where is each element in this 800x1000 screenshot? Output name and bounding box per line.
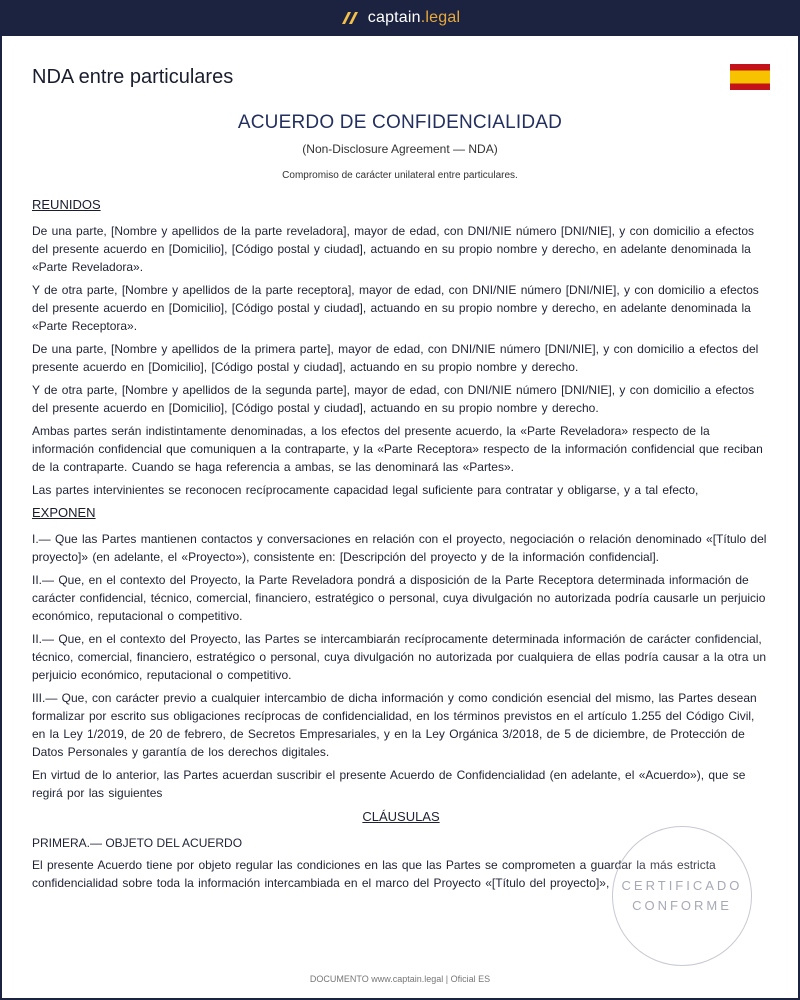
- document-footer: DOCUMENTO www.captain.legal | Oficial ES: [309, 974, 491, 984]
- top-bar: [0, 0, 800, 36]
- brand-name: captain: [367, 9, 421, 26]
- paragraph: Y de otra parte, [Nombre y apellidos de la segunda parte], mayor de edad, con DNI/NIE número [DNI/NIE], y con domicilio a efectos del presente acuerdo en [Domicilio], [Código postal y ciudad], actuando en su propio nombre y derecho.: [32, 383, 755, 415]
- document-body: [32, 196, 770, 897]
- document-subtitle: (Non-Disclosure Agreement — NDA): [302, 142, 498, 156]
- paragraph: De una parte, [Nombre y apellidos de la primera parte], mayor de edad, con DNI/NIE número [DNI/NIE], y con domicilio a efectos del presente acuerdo en [Domicilio], [Código postal y ciudad], actuando en su propio nombre y derecho.: [32, 342, 759, 374]
- document-header: [32, 66, 770, 96]
- paragraph: II.— Que, en el contexto del Proyecto, la Parte Reveladora pondrá a disposición de la Parte Receptora determinada información de carácter confidencial, técnico, comercial, financiero, estratégico o personal, cuya divulgación no autorizada podría causarle un perjuicio económico, reputacional o competitivo.: [32, 573, 766, 623]
- paragraph: El presente Acuerdo tiene por objeto regular las condiciones en las que las Partes se comprometen a guardar la más estricta confidencialidad sobre toda la información intercambiada en el marco del Proyecto «[Título del proyecto]»,: [32, 858, 716, 890]
- document-page: [2, 36, 798, 998]
- spain-flag-icon: [730, 64, 770, 90]
- paragraph: De una parte, [Nombre y apellidos de la parte reveladora], mayor de edad, con DNI/NIE número [DNI/NIE], y con domicilio a efectos del presente acuerdo en [Domicilio], [Código postal y ciudad], actuando en su propio nombre y derecho, en adelante denominada la «Parte Reveladora».: [32, 224, 755, 274]
- section-heading-clausulas: CLÁUSULAS: [362, 809, 440, 824]
- document-name: NDA entre particulares: [32, 66, 234, 88]
- section-heading-exponen: EXPONEN: [32, 505, 96, 520]
- brand-domain: .legal: [420, 9, 461, 26]
- paragraph: Ambas partes serán indistintamente denominadas, a los efectos del presente acuerdo, la «Parte Reveladora» respecto de la información confidencial que comuniquen a la contraparte, y la «Parte Receptora» respecto de la información confidencial que reciban de la contraparte. Cuando se haga referencia a ambas, se las denominará las «Partes».: [32, 424, 763, 474]
- stamp-line: CERTIFICADO: [621, 878, 743, 893]
- brand-mark-icon: [340, 10, 360, 26]
- brand-logo[interactable]: [340, 9, 460, 27]
- paragraph: Y de otra parte, [Nombre y apellidos de la parte receptora], mayor de edad, con DNI/NIE número [DNI/NIE], y con domicilio a efectos del presente acuerdo en [Domicilio], [Código postal y ciudad], actuando en su propio nombre y derecho, en adelante denominada la «Parte Receptora».: [32, 283, 759, 333]
- paragraph: III.— Que, con carácter previo a cualquier intercambio de dicha información y como condición esencial del mismo, las Partes desean formalizar por escrito sus obligaciones recíprocas de confidencialidad, en los términos previstos en el artículo 1.255 del Código Civil, en la Ley 1/2019, de 20 de febrero, de Secretos Empresariales, y en la Ley Orgánica 3/2018, de 5 de diciembre, de Protección de Datos Personales y garantía de los derechos digitales.: [32, 691, 757, 759]
- document-note: Compromiso de carácter unilateral entre particulares.: [282, 170, 518, 181]
- document-title: ACUERDO DE CONFIDENCIALIDAD: [237, 112, 563, 133]
- section-heading-reunidos: REUNIDOS: [32, 197, 101, 212]
- stamp-line: CONFORME: [632, 898, 732, 913]
- paragraph: I.— Que las Partes mantienen contactos y conversaciones en relación con el proyecto, negociación o relación denominado «[Título del proyecto]» (en adelante, el «Proyecto»), consistente en: [Descripción del proyecto y de la información confidencial].: [32, 532, 767, 564]
- clause-title: PRIMERA.— OBJETO DEL ACUERDO: [32, 836, 243, 850]
- paragraph: En virtud de lo anterior, las Partes acuerdan suscribir el presente Acuerdo de Confidencialidad (en adelante, el «Acuerdo»), que se regirá por las siguientes: [32, 768, 746, 800]
- paragraph: Las partes intervinientes se reconocen recíprocamente capacidad legal suficiente para contratar y obligarse, y a tal efecto,: [32, 483, 699, 497]
- certified-stamp: [612, 826, 752, 966]
- paragraph: II.— Que, en el contexto del Proyecto, las Partes se intercambiarán recíprocamente determinada información de carácter confidencial, técnico, comercial, financiero, estratégico o personal, cuya divulgación no autorizada por cualquiera de ellas podría causar a la otra un perjuicio económico, reputacional o competitivo.: [32, 632, 767, 682]
